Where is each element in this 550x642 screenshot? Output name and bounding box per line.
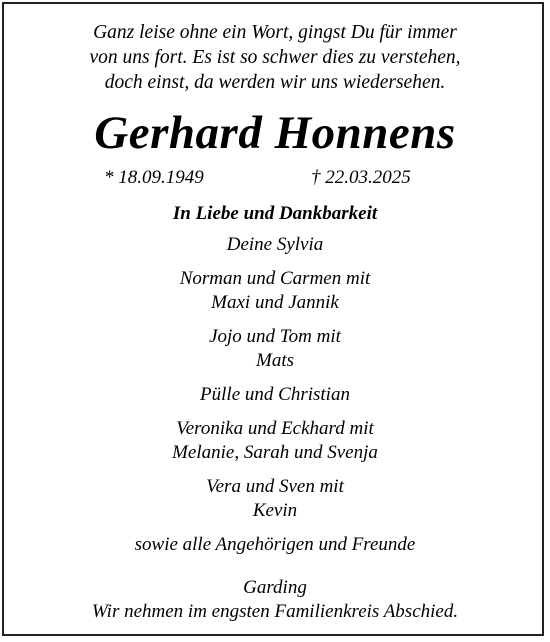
- mourner-group: [0, 325, 550, 373]
- mourner-line: Pülle und Christian: [200, 384, 350, 405]
- memorial-verse: [0, 20, 550, 95]
- mourner-line: Jojo und Tom mit: [209, 326, 341, 347]
- mourners-heading: In Liebe und Dankbarkeit: [172, 203, 378, 224]
- mourner-group: [0, 383, 550, 407]
- place-name: Garding: [243, 577, 307, 598]
- verse-line-3: doch einst, da werden wir uns wiedersehen.: [104, 72, 446, 93]
- mourner-group: [0, 233, 550, 257]
- death-date: † 22.03.2025: [311, 167, 411, 188]
- mourner-line: Maxi und Jannik: [211, 292, 339, 313]
- mourner-line: Kevin: [252, 500, 298, 521]
- mourner-group: [0, 533, 550, 557]
- verse-line-1: Ganz leise ohne ein Wort, gingst Du für immer: [93, 22, 457, 43]
- mourner-line: Melanie, Sarah und Svenja: [172, 442, 378, 463]
- birth-date: * 18.09.1949: [104, 167, 204, 188]
- deceased-name: Gerhard Honnens: [94, 107, 456, 159]
- mourner-line: Mats: [256, 350, 294, 371]
- mourner-line: sowie alle Angehörigen und Freunde: [134, 534, 416, 555]
- mourner-line: Deine Sylvia: [226, 234, 324, 255]
- mourner-group: [0, 417, 550, 465]
- mourner-group: [0, 475, 550, 523]
- farewell-note: Wir nehmen im engsten Familienkreis Abschied.: [91, 601, 459, 622]
- mourner-line: Vera und Sven mit: [206, 476, 344, 497]
- verse-line-2: von uns fort. Es ist so schwer dies zu verstehen,: [89, 47, 461, 68]
- mourners-list: [0, 202, 550, 567]
- mourner-group: [0, 267, 550, 315]
- mourner-line: Veronika und Eckhard mit: [176, 418, 374, 439]
- life-dates: [0, 166, 550, 190]
- closing-block: [0, 576, 550, 624]
- mourner-line: Norman und Carmen mit: [179, 268, 371, 289]
